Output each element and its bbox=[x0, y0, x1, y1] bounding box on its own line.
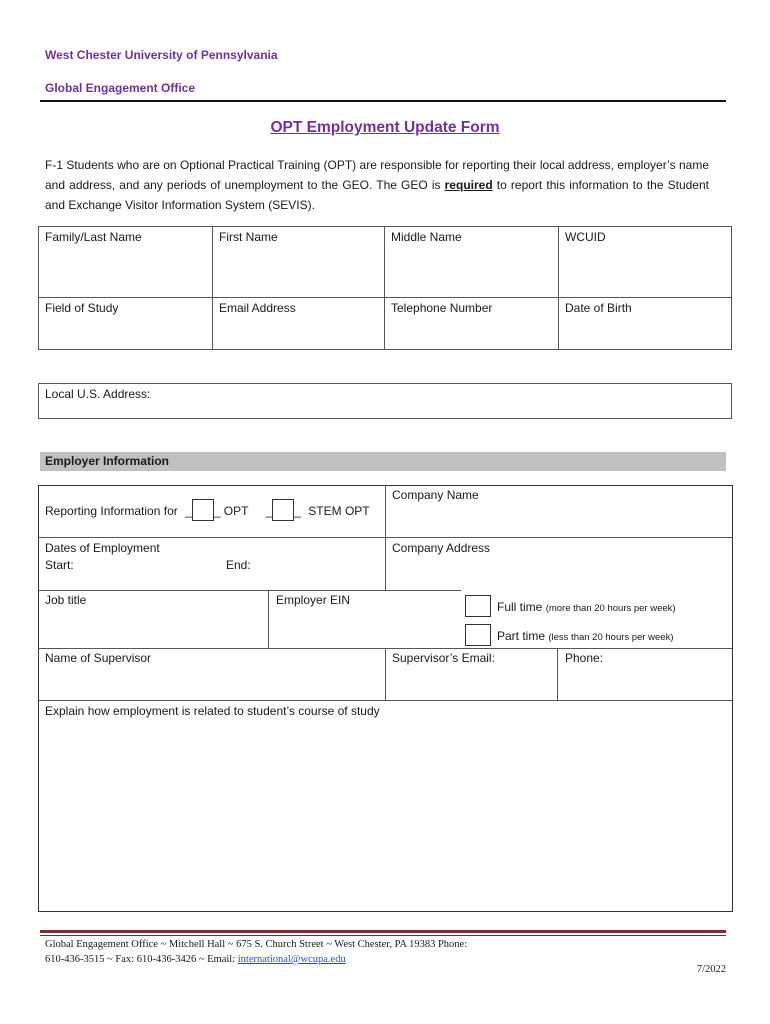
student-info-table bbox=[38, 226, 732, 350]
company-address-field[interactable]: Company Address bbox=[392, 541, 491, 555]
footer-divider-thick bbox=[40, 930, 726, 933]
telephone-field[interactable]: Telephone Number bbox=[385, 298, 559, 350]
local-address-field[interactable]: Local U.S. Address: bbox=[39, 384, 732, 419]
revision-date: 7/2022 bbox=[696, 964, 726, 975]
part-time-note: (less than 20 hours per week) bbox=[548, 632, 674, 643]
wcuid-field[interactable]: WCUID bbox=[559, 227, 732, 298]
field-of-study-field[interactable]: Field of Study bbox=[39, 298, 213, 350]
employer-section-heading: Employer Information bbox=[40, 452, 726, 471]
date-of-birth-field[interactable]: Date of Birth bbox=[559, 298, 732, 350]
intro-emphasis: required bbox=[444, 178, 493, 192]
office-name: Global Engagement Office bbox=[45, 81, 196, 95]
family-name-field[interactable]: Family/Last Name bbox=[39, 227, 213, 298]
full-time-checkbox[interactable] bbox=[465, 595, 491, 617]
employment-explanation-field[interactable] bbox=[40, 722, 730, 908]
form-title: OPT Employment Update Form bbox=[270, 119, 500, 136]
part-time-label: Part time bbox=[497, 629, 546, 643]
intro-text-before: F-1 Students who are on Optional Practical Training (OPT) are responsible for reporting their local address, employer’s name and address, and any periods of unemployment to the GEO. The GEO is bbox=[45, 158, 709, 192]
job-title-field[interactable]: Job title bbox=[45, 593, 87, 607]
opt-checkbox[interactable] bbox=[192, 499, 214, 521]
footer-contact bbox=[45, 937, 605, 967]
employment-explanation-label: Explain how employment is related to student’s course of study bbox=[45, 704, 380, 718]
stem-opt-checkbox[interactable] bbox=[272, 499, 294, 521]
footer-phone-fax: 610-436-3515 ~ Fax: 610-436-3426 ~ Email: bbox=[45, 954, 238, 965]
middle-name-field[interactable]: Middle Name bbox=[385, 227, 559, 298]
full-time-note: (more than 20 hours per week) bbox=[545, 603, 676, 614]
footer-divider-thin bbox=[40, 935, 726, 936]
reporting-label: Reporting Information for bbox=[45, 504, 178, 518]
footer-line-2 bbox=[45, 952, 605, 967]
header-divider bbox=[40, 100, 726, 102]
supervisor-phone-field[interactable]: Phone: bbox=[565, 651, 604, 665]
intro-paragraph bbox=[45, 155, 709, 215]
full-time-label: Full time bbox=[497, 600, 543, 614]
stem-opt-label: STEM OPT bbox=[308, 504, 370, 518]
supervisor-email-field[interactable]: Supervisor’s Email: bbox=[392, 651, 495, 665]
address-table bbox=[38, 383, 732, 419]
company-name-field[interactable]: Company Name bbox=[392, 488, 479, 502]
opt-label: OPT bbox=[223, 504, 249, 518]
first-name-field[interactable]: First Name bbox=[213, 227, 385, 298]
part-time-option bbox=[465, 624, 674, 646]
footer-email-link[interactable]: international@wcupa.edu bbox=[237, 954, 346, 965]
end-date-field[interactable]: End: bbox=[226, 558, 251, 572]
email-address-field[interactable]: Email Address bbox=[213, 298, 385, 350]
supervisor-name-field[interactable]: Name of Supervisor bbox=[45, 651, 152, 665]
dates-label: Dates of Employment bbox=[45, 541, 160, 555]
university-name: West Chester University of Pennsylvania bbox=[45, 48, 278, 62]
part-time-checkbox[interactable] bbox=[465, 624, 491, 646]
intro-text-after: to report this information to the Student and Exchange Visitor Information System (SEVIS). bbox=[45, 178, 709, 212]
footer-line-1: Global Engagement Office ~ Mitchell Hall ~ 675 S. Church Street ~ West Chester, PA 19383 Phone: bbox=[45, 939, 468, 950]
reporting-row: Reporting Information for _ _ OPT _ _ STEM OPT bbox=[45, 499, 370, 521]
start-date-field[interactable]: Start: bbox=[45, 558, 74, 572]
full-time-option bbox=[465, 595, 676, 617]
employer-ein-field[interactable]: Employer EIN bbox=[276, 593, 351, 607]
